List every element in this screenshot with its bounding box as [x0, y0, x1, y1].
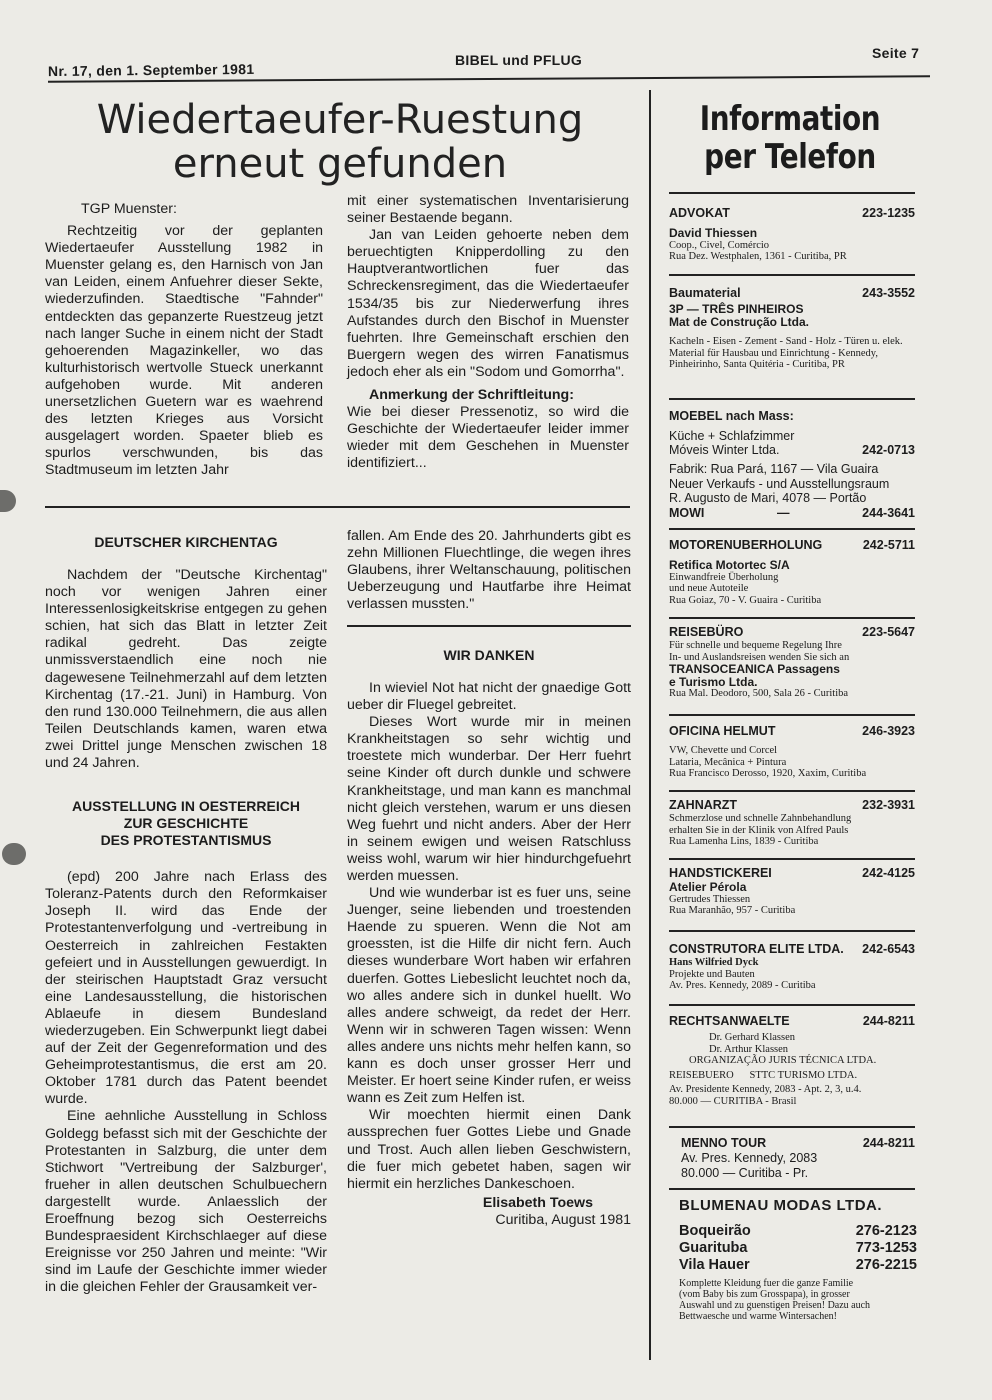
ad-title-line2: per Telefon	[704, 137, 876, 177]
ad-rule	[669, 192, 915, 194]
ad-line: Gertrudes Thiessen	[669, 893, 751, 905]
ausstellung-text-1: (epd) 200 Jahre nach Erlass des Toleranz-Patents durch den Reformkaiser Joseph II. wird das Ende der Protestantenverfolgung und -vertreibung in Oesterreich in zahlreichen Festakten gefeiert und in Ausstellungen gewuerdigt. In der steirischen Hauptstadt Graz versucht eine Landesausstellung, die historischen Ablaeufe in diesem Bundesland wiederzugeben. Ein Schwerpunkt liegt dabei auf der Zeit der Gegenreformation und des Geheimprotestantismus, die erst am 20. Oktober 1781 durch das Patent beendet wurde.	[45, 869, 327, 1108]
ausstellung-heading	[45, 798, 327, 849]
ad-rule	[669, 1004, 915, 1006]
ad-oficina	[669, 724, 915, 780]
lead-column-2	[347, 193, 629, 473]
ad-category: MOTORENUBERHOLUNG	[669, 538, 823, 552]
ad-phone: 246-3923	[862, 724, 915, 738]
ad-phone: 243-3552	[862, 286, 915, 300]
ad-motoren	[669, 538, 915, 606]
ad-menno-tour	[681, 1136, 915, 1180]
lead-column-1	[45, 201, 323, 480]
ad-line: (vom Baby bis zum Grosspapa), in grosser	[679, 1288, 850, 1300]
kirchentag-heading: DEUTSCHER KIRCHENTAG	[94, 534, 278, 550]
ad-line: R. Augusto de Mari, 4078 — Portão	[669, 491, 867, 505]
ad-line: Dr. Gerhard Klassen	[709, 1032, 796, 1043]
middle-lower-column	[347, 528, 631, 1229]
ad-rule	[669, 617, 915, 619]
ad-line: VW, Chevette und Corcel	[669, 745, 778, 756]
signature-place: Curitiba, August 1981	[495, 1211, 631, 1228]
ausstellung-heading-line3: DES PROTESTANTISMUS	[100, 832, 272, 849]
ad-reisebuero	[669, 625, 915, 700]
ad-phone: 276-2215	[855, 1256, 917, 1273]
ad-line: REISEBUERO STTC TURISMO LTDA.	[669, 1069, 858, 1081]
lead-source: TGP Muenster:	[81, 201, 177, 217]
newspaper-name: BIBEL und PFLUG	[455, 52, 583, 68]
page-number: Seite 7	[872, 45, 920, 61]
ad-rule	[669, 1188, 915, 1190]
ad-rule	[669, 714, 915, 716]
ad-line: Rua Mal. Deodoro, 500, Sala 26 - Curitiba	[669, 688, 849, 699]
ad-rule	[669, 858, 915, 860]
ad-line: Hans Wilfried Dyck	[669, 957, 759, 968]
ad-line: Rua Lamenha Lins, 1839 - Curitiba	[669, 836, 819, 847]
lead-headline-line1: Wiedertaeufer-Ruestung	[96, 97, 584, 143]
ad-rule	[669, 1126, 915, 1128]
ad-line: und neue Autoteile	[669, 583, 749, 594]
editor-note-text: Wie bei dieser Pressenotiz, so wird die Geschichte der Wiedertaeufer leider immer wieder mit dem Geschehen in Muenster identifiziert...	[347, 404, 629, 472]
ad-name: 3P — TRÊS PINHEIROS	[669, 302, 804, 316]
ad-line: In- und Auslandsreisen wenden Sie sich an	[669, 651, 850, 663]
ad-line: Rua Francisco Derosso, 1920, Xaxim, Curitiba	[669, 768, 867, 779]
ad-rule	[669, 528, 915, 530]
ad-phone: 242-4125	[862, 866, 915, 880]
ad-line: Einwandfreie Überholung	[669, 571, 779, 583]
danken-text-2: Dieses Wort wurde mir in meinen Krankheitstagen so sehr wichtig und troestete mich wunderbar. Der Herr fuehrt seine Kinder oft durch dunkle und schwere Krankheitstage, und man kann es manchmal nicht gleich verstehen, warum er uns diesen Weg fuehrt und nicht anders. Aber der Herr in seinem ewigen und weisen Ratschluss weiss wohl, warum wir hier hindurchgefuehrt werden muessen.	[347, 714, 631, 884]
ad-line: Av. Pres. Kennedy, 2089 - Curitiba	[669, 980, 816, 991]
ad-moebel	[669, 410, 915, 521]
ad-category: BLUMENAU MODAS LTDA.	[679, 1197, 883, 1214]
ad-name: Guarituba	[679, 1239, 748, 1256]
danken-text-3: Und wie wunderbar ist es fuer uns, seine Juenger, seine liebenden und troestenden Haende zu spueren. Wenn die Not am groessten, ist die Hilfe dir nicht fern. Auch dieses wunderbare Wort haben wir erfahren duerfen. Gottes Liebeslicht leuchtet noch da, wo alles andere sich in dunkel huellt. Wo alles andere schweigt, da redet der Herr. Wenn wir in schweren Tagen wissen: Wenn alles andere uns nichts mehr helfen kann, so kann es doch unser grosser Herr und Meister. Er hoert seine Kinder rufen, er weiss wann es Zeit zum Helfen ist.	[347, 885, 631, 1107]
ad-line: Auswahl und zu guenstigen Preisen! Dazu auch	[679, 1299, 871, 1311]
ad-phone: 276-2123	[855, 1222, 917, 1239]
ad-phone: 773-1253	[855, 1239, 917, 1256]
ad-line: Kacheln - Eisen - Zement - Sand - Holz - Türen u. elek. Material für Hausbau und Einrichtung - Kennedy, Pinheirinho, Santa Quitéria - Curitiba, PR	[669, 336, 903, 370]
danken-heading: WIR DANKEN	[443, 646, 535, 663]
ad-rule	[669, 398, 915, 400]
ausstellung-heading-line2: ZUR GESCHICHTE	[123, 815, 249, 832]
ad-phone: 223-1235	[862, 206, 915, 220]
ad-box	[649, 90, 929, 1360]
ad-name: Retifica Motortec S/A	[669, 558, 790, 572]
ausstellung-text-2: Eine aehnliche Ausstellung in Schloss Goldegg befasst sich mit der Geschichte der Protestanten in Salzburg, die unter dem Stichwort "Vertreibung der Salzburger', frueher in allen deutschen Schulbuechern dargestellt wurde. Anlaesslich der Eroeffnung bezog sich Oesterreichs Bundespraesident Kirchschlaeger auf diese Ereignisse vor 250 Jahren und meinte: "Wir sind im Laufe der Geschichte immer wieder in die gleichen Fehler der Grausamkeit ver-	[45, 1108, 327, 1296]
ad-phone: 244-3641	[862, 505, 915, 520]
ad-line: Coop., Civel, Comércio	[669, 239, 770, 251]
ad-line: erhalten Sie in der Klinik von Alfred Pauls	[669, 824, 849, 836]
ad-name: David Thiessen	[669, 226, 758, 240]
binder-hole-mark	[2, 843, 26, 865]
ad-line: Komplette Kleidung fuer die ganze Familie	[679, 1277, 854, 1289]
ad-category: OFICINA HELMUT	[669, 724, 776, 738]
ad-line: Rua Dez. Westphalen, 1361 - Curitiba, PR	[669, 251, 847, 262]
lead-text-2: mit einer systematischen Inventarisierung seiner Bestaende begann.	[347, 193, 629, 227]
ad-line: Móveis Winter Ltda.	[669, 443, 780, 457]
ad-line: Lataria, Mecânica + Pintura	[669, 756, 787, 768]
ad-category: MOEBEL nach Mass:	[669, 409, 794, 423]
ad-construtora	[669, 942, 915, 992]
lead-headline-line2: erneut gefunden	[172, 141, 508, 187]
ad-baumaterial	[669, 286, 915, 371]
ad-category: REISEBÜRO	[669, 625, 744, 639]
ad-name: Atelier Pérola	[669, 880, 747, 894]
ad-zahnarzt	[669, 798, 915, 848]
editor-note-heading: Anmerkung der Schriftleitung:	[369, 387, 574, 404]
ad-phone: 232-3931	[862, 798, 915, 812]
ad-line: Küche + Schlafzimmer	[669, 428, 795, 443]
ad-category: ZAHNARZT	[669, 798, 738, 812]
signature-name: Elisabeth Toews	[482, 1194, 593, 1211]
ad-rule	[669, 930, 915, 932]
ad-line: Rua Goiaz, 70 - V. Guaira - Curitiba	[669, 594, 822, 606]
ad-name: e Turismo Ltda.	[669, 674, 758, 689]
ad-name: Mat de Construção Ltda.	[669, 314, 810, 329]
ad-blumenau	[679, 1197, 917, 1322]
ad-category: CONSTRUTORA ELITE LTDA.	[669, 942, 844, 956]
ad-name: Boqueirão	[679, 1222, 751, 1239]
ausstellung-heading-line1: AUSSTELLUNG IN OESTERREICH	[72, 798, 300, 815]
ad-line: Für schnelle und bequeme Regelung Ihre	[669, 640, 842, 651]
ad-name: Vila Hauer	[679, 1256, 750, 1273]
ad-title	[651, 100, 929, 176]
issue-date: Nr. 17, den 1. September 1981	[47, 60, 255, 80]
ausstellung-continuation: fallen. Am Ende des 20. Jahrhunderts gibt es zehn Millionen Fluechtlinge, die wegen ihres Glaubens, ihrer Weltanschauung, politischen Ueberzeugung und Hautfarbe ihre Heimat verlassen mussten."	[347, 528, 631, 613]
binder-hole-mark	[0, 490, 16, 512]
left-lower-column	[45, 534, 327, 1296]
ad-phone: 242-0713	[862, 443, 915, 457]
ad-phone: 242-5711	[862, 538, 915, 552]
ad-line: Av. Pres. Kennedy, 2083	[681, 1151, 818, 1165]
ad-line: Bettwaesche und warme Wintersachen!	[679, 1310, 837, 1322]
section-rule	[45, 506, 630, 508]
lead-headline	[60, 98, 620, 186]
ad-rule	[669, 790, 915, 792]
ad-line: Projekte und Bauten	[669, 968, 755, 980]
ad-handstickerei	[669, 866, 915, 917]
ad-category: HANDSTICKEREI	[669, 866, 772, 880]
ad-line: Schmerzlose und schnelle Zahnbehandlung	[669, 813, 852, 824]
danken-text-4: Wir moechten hiermit einen Dank aussprechen fuer Gottes Liebe und Gnade und Trost. Auch allen lieben Geschwistern, die fuer mich gebetet haben, sagen wir hiermit ein herzliches Dankeschoen.	[347, 1107, 631, 1192]
kirchentag-text: Nachdem der "Deutsche Kirchentag" noch vor wenigen Jahren einer Interessenlosigkeitskrise entgegen zu gehen schien, hat sich das Blatt in letzter Zeit radikal gedreht. Das zeigte unmissverstaendlich eine noch nie dagewesene Teilnehmerzahl auf dem letzten Kirchentag (17.-21. Juni) in Hamburg. Von den rund 130.000 Teilnehmern, die aus allen Teilen Deutschlands kamen, waren etwa zwei Drittel junge Menschen zwischen 18 und 24 Jahren.	[45, 567, 327, 772]
ad-line: Fabrik: Rua Pará, 1167 — Vila Guaira	[669, 462, 879, 476]
ad-category: Baumaterial	[669, 286, 741, 300]
ad-line: Neuer Verkaufs - und Ausstellungsraum	[669, 476, 890, 491]
danken-text-1: In wieviel Not hat nicht der gnaedige Gott ueber dir Fluegel gebreitet.	[347, 679, 631, 714]
ad-dash: —	[777, 505, 790, 520]
ad-title-line1: Information	[699, 99, 881, 139]
ad-name: TRANSOCEANICA Passagens	[669, 662, 840, 676]
ad-line: Rua Maranhão, 957 - Curitiba	[669, 905, 796, 916]
ad-name: MOWI	[669, 505, 705, 520]
ad-phone: 242-6543	[862, 942, 915, 956]
lead-text-1: Rechtzeitig vor der geplanten Wiedertaeufer Ausstellung 1982 in Muenster gelang es, den Harnisch von Jan van Leiden, einem Anfuehrer dieser Sekte, wiederzufinden. Staedtische "Fahnder" entdeckten das gepanzerte Ruestzeug jetzt nach langer Suche in einem nicht der Stadt gehoerenden Magazinkeller, wo das kulturhistorisch wertvolle Stueck unerkannt aufgehoben wurde. Mit anderen unersetzlichen Guetern war es waehrend des letzten Krieges aus Vorsicht ausgelagert worden. Spaeter blieb es spurlos verschwunden, bis das Stadtmuseum im letzten Jahr	[45, 223, 323, 479]
ad-category: ADVOKAT	[669, 206, 730, 220]
ad-line: Dr. Arthur Klassen	[709, 1043, 789, 1055]
ad-line: 80.000 — Curitiba - Pr.	[681, 1165, 809, 1180]
ad-line: Av. Presidente Kennedy, 2083 - Apt. 2, 3, u.4.	[669, 1084, 862, 1095]
ad-advokat	[669, 206, 915, 263]
ad-line: ORGANIZAÇÃO JURIS TÉCNICA LTDA.	[689, 1055, 877, 1066]
ad-phone: 244-8211	[862, 1014, 915, 1028]
ad-category: RECHTSANWAELTE	[669, 1014, 790, 1028]
danken-rule	[347, 625, 631, 627]
ad-rechtsanwaelte	[669, 1014, 915, 1107]
ad-rule	[669, 274, 915, 276]
ad-line: 80.000 — CURITIBA - Brasil	[669, 1095, 797, 1107]
ad-category: MENNO TOUR	[681, 1136, 767, 1150]
ad-phone: 223-5647	[862, 625, 915, 639]
lead-text-3: Jan van Leiden gehoerte neben dem beruechtigten Knipperdolling zu den Hauptverantwortlichen fuer das Schreckensregiment, das die Wiedertaeufer 1534/35 bis zur Niederwerfung ihres Aufstandes durch den Bischof in Muenster fuehrten. Ihre Gemeinschaft erschien den Buergern wegen des wirren Fanatismus jedoch eher als ein "Sodom und Gomorrha".	[347, 227, 629, 380]
ad-phone: 244-8211	[862, 1136, 915, 1150]
